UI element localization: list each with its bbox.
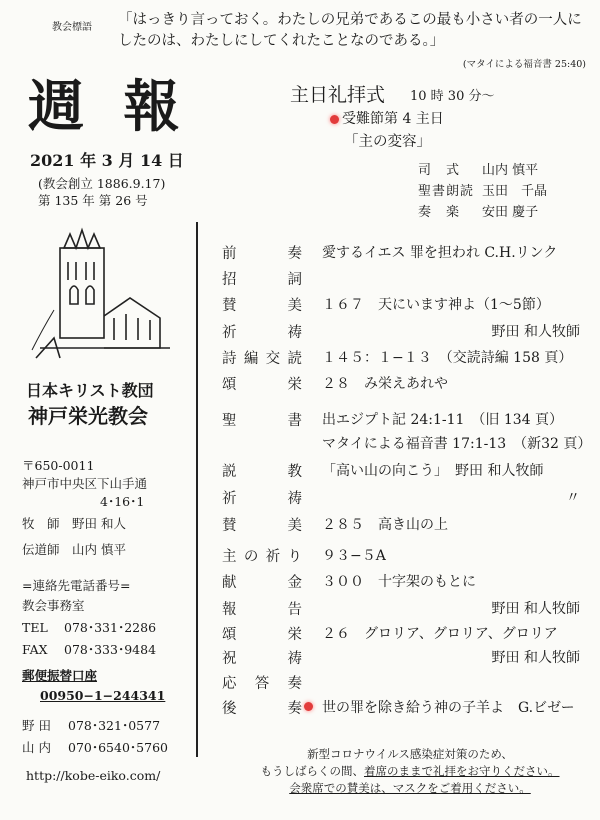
order-row <box>222 697 592 719</box>
order-item-leader: 野田 和人牧師 <box>491 324 580 340</box>
order-row <box>222 242 592 264</box>
season-text: 受難節第 4 主日 <box>342 111 444 127</box>
order-item-leader: 野田 和人牧師 <box>491 650 580 666</box>
red-mark-icon <box>304 702 313 711</box>
church-illustration <box>30 218 180 368</box>
contact1 <box>22 716 160 734</box>
order-item-content: マタイによる福音書 17:1-13 （新32 頁） <box>322 436 592 452</box>
order-row <box>222 294 592 316</box>
contact2 <box>22 738 168 756</box>
role-row <box>418 181 547 202</box>
evangelist-info <box>22 540 126 558</box>
role-name: 玉田 千晶 <box>482 184 548 199</box>
order-item-label: 招詞 <box>222 272 302 288</box>
order-item-label: 賛美 <box>222 518 302 534</box>
tel-number: 078･331･2286 <box>64 620 157 635</box>
order-item-content: ２８５ 高き山の上 <box>322 517 448 533</box>
order-item-label: 聖書 <box>222 413 302 429</box>
order-row <box>222 347 592 369</box>
service-time: 10 時 30 分〜 <box>410 89 495 104</box>
order-item-label: 報告 <box>222 602 302 618</box>
order-item-label: 祈祷 <box>222 491 302 507</box>
sermon-title: 「主の変容」 <box>344 134 431 150</box>
order-row <box>222 487 592 509</box>
liturgical-season <box>330 108 444 128</box>
bulletin-date: 2021 年 3 月 14 日 <box>30 151 184 170</box>
order-item-label: 頌栄 <box>222 377 302 393</box>
order-item-label: 後奏 <box>222 701 302 717</box>
fax-info <box>22 640 156 658</box>
column-divider <box>196 222 198 757</box>
order-item-label: 前奏 <box>222 246 302 262</box>
order-item-label: 祝祷 <box>222 651 302 667</box>
order-item-content: ９３−５A <box>322 548 386 564</box>
contact-title: =連絡先電話番号= <box>22 578 131 593</box>
role-name: 安田 慶子 <box>482 205 539 220</box>
order-row <box>222 268 592 290</box>
order-item-label: 祈祷 <box>222 325 302 341</box>
postal-code: 〒650-0011 <box>22 458 95 473</box>
church-name: 神戸栄光教会 <box>28 404 148 428</box>
tel-info <box>22 618 156 636</box>
church-founded: (教会創立 1886.9.17) <box>38 176 166 191</box>
role-label: 聖書朗読 <box>418 184 475 199</box>
order-item-content: 「高い山の向こう」 野田 和人牧師 <box>322 463 544 479</box>
office-label: 教会事務室 <box>22 598 85 613</box>
order-item-content: 世の罪を除き給う神の子羊よ G.ビゼー <box>322 700 575 716</box>
pastor-info <box>22 514 126 532</box>
order-row <box>222 321 592 343</box>
order-item-content: １４５：１−１３ （交読詩編 158 頁） <box>322 350 573 366</box>
contact1-phone: 078･321･0577 <box>68 718 161 733</box>
church-url[interactable]: http://kobe-eiko.com/ <box>26 768 161 783</box>
bulletin-title: 週 報 <box>28 74 190 140</box>
address-line2: 4･16･1 <box>100 494 145 509</box>
order-item-label: 賛美 <box>222 298 302 314</box>
role-label: 司 式 <box>418 163 461 178</box>
order-row <box>222 545 592 567</box>
postal-account: 00950−1−244341 <box>40 688 166 703</box>
motto-label: 教会標語 <box>52 22 92 33</box>
service-roles <box>418 160 547 223</box>
order-item-label: 詩編交読 <box>222 351 302 367</box>
order-item-content: ２８ み栄えあれや <box>322 376 448 392</box>
red-mark-icon <box>330 115 339 124</box>
contact1-name: 野 田 <box>22 718 51 733</box>
role-name: 山内 慎平 <box>482 163 539 178</box>
order-row <box>222 460 592 482</box>
order-row <box>222 409 592 431</box>
pastor-name: 野田 和人 <box>72 516 127 531</box>
order-item-leader: 野田 和人牧師 <box>491 601 580 617</box>
order-row <box>222 514 592 536</box>
pastor-label: 牧 師 <box>22 516 60 531</box>
contact2-phone: 070･6540･5760 <box>68 740 168 755</box>
notice-line2b: 着席のままで礼拝をお守りください。 <box>364 764 560 778</box>
contact2-name: 山 内 <box>22 740 51 755</box>
fax-label: FAX <box>22 642 48 657</box>
order-item-content: 愛するイエス 罪を担われ C.H.リンク <box>322 245 558 261</box>
order-row <box>222 571 592 593</box>
motto-source: (マタイによる福音書 25:40) <box>462 59 586 70</box>
order-item-content: 出エジプト記 24:1-11 （旧 134 頁） <box>322 412 564 428</box>
order-row <box>222 623 592 645</box>
bulletin-volume: 第 135 年 第 26 号 <box>38 193 148 208</box>
role-row <box>418 160 547 181</box>
order-item-label: 応答奏 <box>222 676 302 692</box>
denomination: 日本キリスト教団 <box>26 381 154 400</box>
service-title: 主日礼拝式 <box>290 84 386 106</box>
order-item-leader: 〃 <box>566 490 580 506</box>
notice-line1: 新型コロナウイルス感染症対策のため、 <box>307 747 513 761</box>
order-item-label: 主の祈り <box>222 549 302 565</box>
notice-line2 <box>240 763 580 780</box>
address-line1: 神戸市中央区下山手通 <box>22 476 148 491</box>
role-row <box>418 202 547 223</box>
order-item-label: 説教 <box>222 464 302 480</box>
order-item-content: １６７ 天にいます神よ（1〜5節） <box>322 297 550 313</box>
order-row <box>222 672 592 694</box>
order-row <box>222 433 592 455</box>
tel-label: TEL <box>22 620 48 635</box>
postal-transfer-title: 郵便振替口座 <box>22 668 98 683</box>
order-item-content: ２６ グロリア、グロリア、グロリア <box>322 626 558 642</box>
notice-line2a: もうしばらくの間、 <box>260 764 364 778</box>
order-item-label: 献金 <box>222 575 302 591</box>
order-row <box>222 647 592 669</box>
motto-text: 「はっきり言っておく。わたしの兄弟であるこの最も小さい者の一人にしたのは、わたしにしてくれたことなのである。」 <box>118 12 582 49</box>
evangelist-name: 山内 慎平 <box>72 542 127 557</box>
evangelist-label: 伝道師 <box>22 542 60 557</box>
order-item-label: 頌栄 <box>222 627 302 643</box>
notice-line3: 会衆席での賛美は、マスクをご着用ください。 <box>289 781 531 795</box>
order-item-content: ３００ 十字架のもとに <box>322 574 476 590</box>
order-row <box>222 598 592 620</box>
notice <box>240 746 580 797</box>
role-label: 奏 楽 <box>418 205 461 220</box>
fax-number: 078･333･9484 <box>64 642 157 657</box>
order-row <box>222 373 592 395</box>
